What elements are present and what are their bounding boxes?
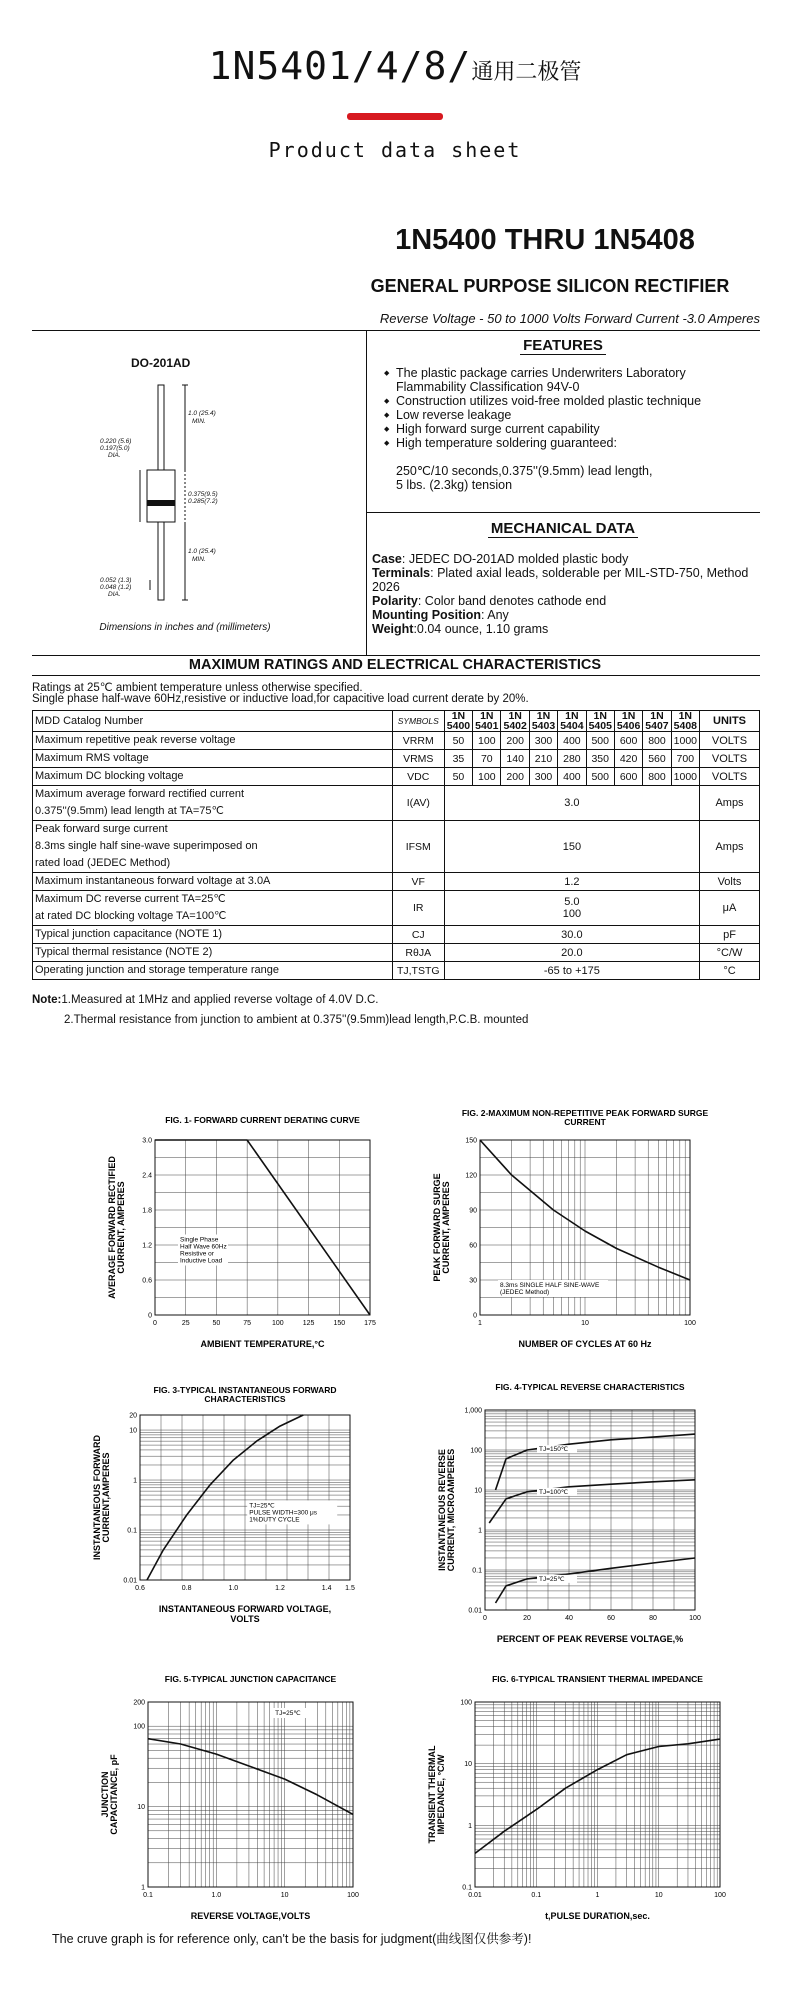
series-label: TJ=150℃ xyxy=(539,1446,569,1454)
y-tick-label: 1 xyxy=(478,1527,482,1535)
value-cell: 1000 xyxy=(671,732,699,750)
feature-item: ◆ Low reverse leakage xyxy=(384,408,759,422)
x-tick-label: 0 xyxy=(483,1615,487,1622)
footer-note: The cruve graph is for reference only, can't be the basis for judgment(曲线图仅供参考)! xyxy=(52,1932,532,1946)
y-tick-label: 10 xyxy=(464,1761,472,1769)
value-cell: 300 xyxy=(529,732,557,750)
y-tick-label: 60 xyxy=(469,1242,477,1250)
y-tick-label: 1.2 xyxy=(142,1242,152,1250)
x-tick-label: 10 xyxy=(581,1320,589,1327)
param-cell: Maximum instantaneous forward voltage at 3.0A xyxy=(33,873,393,891)
param-cell: Typical thermal resistance (NOTE 2) xyxy=(33,944,393,962)
value-span-cell: 3.0 xyxy=(444,786,699,821)
dim-text: MIN. xyxy=(192,556,206,563)
y-tick-label: 1.8 xyxy=(142,1207,152,1215)
value-cell: 100 xyxy=(473,768,501,786)
param-cell: Maximum DC blocking voltage xyxy=(33,768,393,786)
unit-cell: VOLTS xyxy=(700,732,760,750)
value-cell: 600 xyxy=(614,768,642,786)
value-cell: 500 xyxy=(586,732,614,750)
header-catalog: MDD Catalog Number xyxy=(33,711,393,732)
chart-fig-6 xyxy=(405,1662,740,1932)
features-list xyxy=(384,366,759,450)
x-tick-label: 175 xyxy=(364,1320,376,1327)
y-tick-label: 0 xyxy=(473,1312,477,1320)
symbol-cell: IFSM xyxy=(392,821,444,873)
x-tick-label: 0.6 xyxy=(135,1585,145,1592)
value-cell: 700 xyxy=(671,750,699,768)
value-span-cell: 1.2 xyxy=(444,873,699,891)
y-tick-label: 0.1 xyxy=(462,1884,472,1892)
x-axis-label: AMBIENT TEMPERATURE,°C xyxy=(200,1339,325,1349)
x-tick-label: 1.2 xyxy=(275,1585,285,1592)
ratings-table xyxy=(32,710,760,980)
y-tick-label: 20 xyxy=(129,1412,137,1420)
series-line xyxy=(147,1415,303,1580)
dim-text: 0.220 (5.6) xyxy=(100,438,132,445)
x-tick-label: 150 xyxy=(333,1320,346,1327)
chart-title: FIG. 3-TYPICAL INSTANTANEOUS FORWARD CHARACTERISTICS xyxy=(153,1385,337,1404)
y-tick-label: 100 xyxy=(133,1723,145,1731)
x-tick-label: 1.0 xyxy=(211,1892,222,1899)
x-tick-label: 60 xyxy=(607,1615,615,1622)
series-line xyxy=(496,1558,696,1603)
mech-item: Mounting Position: Any xyxy=(372,608,509,622)
x-tick-label: 1.5 xyxy=(345,1585,355,1592)
chart-title: FIG. 5-TYPICAL JUNCTION CAPACITANCE xyxy=(164,1674,337,1684)
dim-text: 1.0 (25.4) xyxy=(188,410,216,417)
value-cell: 50 xyxy=(444,768,472,786)
x-tick-label: 10 xyxy=(654,1892,663,1899)
x-tick-label: 100 xyxy=(347,1892,359,1899)
value-span-cell: -65 to +175 xyxy=(444,962,699,980)
mechanical-list xyxy=(372,552,762,636)
unit-cell: pF xyxy=(700,926,760,944)
title-cn: 通用二极管 xyxy=(471,60,582,85)
series-line xyxy=(489,1480,695,1523)
mech-item: Weight:0.04 ounce, 1.10 grams xyxy=(372,622,549,636)
dim-text: MIN. xyxy=(192,418,206,425)
y-tick-label: 90 xyxy=(469,1207,477,1215)
header-part: 1N 5403 xyxy=(529,711,557,732)
y-tick-label: 2.4 xyxy=(142,1172,152,1180)
x-tick-label: 75 xyxy=(243,1320,252,1327)
header-part: 1N 5408 xyxy=(671,711,699,732)
y-tick-label: 120 xyxy=(465,1172,477,1180)
symbol-cell: CJ xyxy=(392,926,444,944)
y-tick-label: 0.1 xyxy=(127,1527,137,1535)
header-part: 1N 5405 xyxy=(586,711,614,732)
series-label: TJ=25℃ xyxy=(539,1575,565,1583)
feature-item: ◆ High forward surge current capability xyxy=(384,422,759,436)
header-part: 1N 5407 xyxy=(643,711,671,732)
series-line xyxy=(148,1739,353,1815)
note-1: Note:1.Measured at 1MHz and applied reverse voltage of 4.0V D.C. xyxy=(32,994,379,1006)
dim-text: 0.285(7.2) xyxy=(188,498,218,505)
table-row xyxy=(33,873,760,891)
y-tick-label: 100 xyxy=(460,1699,472,1707)
table-row xyxy=(33,891,760,926)
divider xyxy=(32,330,760,331)
value-cell: 600 xyxy=(614,732,642,750)
header-part: 1N 5406 xyxy=(614,711,642,732)
table-row xyxy=(33,926,760,944)
mech-item: Terminals: Plated axial leads, solderable per MIL-STD-750, Method 2026 xyxy=(372,566,749,594)
x-tick-label: 1.0 xyxy=(228,1585,239,1592)
annotation-text: Half Wave 60Hz xyxy=(180,1243,227,1251)
x-tick-label: 0.1 xyxy=(143,1892,153,1899)
value-cell: 70 xyxy=(473,750,501,768)
dim-text: 0.048 (1.2) xyxy=(100,584,132,591)
annotation-text: (JEDEC Method) xyxy=(500,1289,550,1296)
symbol-cell: I(AV) xyxy=(392,786,444,821)
dim-text: DIA. xyxy=(108,452,121,459)
value-cell: 210 xyxy=(529,750,557,768)
divider xyxy=(32,675,760,676)
y-axis-label: TRANSIENT THERMALIMPEDANCE, °C/W xyxy=(427,1745,446,1844)
x-tick-label: 100 xyxy=(272,1320,284,1327)
package-caption: Dimensions in inches and (millimeters) xyxy=(99,622,271,633)
chart-fig-1 xyxy=(85,1100,390,1360)
table-row xyxy=(33,944,760,962)
title-main: 1N5401/4/8/ xyxy=(208,44,472,88)
value-cell: 1000 xyxy=(671,768,699,786)
x-tick-label: 25 xyxy=(181,1320,190,1327)
unit-cell: °C/W xyxy=(700,944,760,962)
y-tick-label: 0.01 xyxy=(123,1577,137,1585)
param-cell: Maximum RMS voltage xyxy=(33,750,393,768)
header-part: 1N 5404 xyxy=(558,711,586,732)
x-tick-label: 0.8 xyxy=(181,1585,192,1592)
y-tick-label: 0.6 xyxy=(142,1277,152,1285)
y-tick-label: 3.0 xyxy=(142,1137,152,1145)
table-row xyxy=(33,821,760,873)
table-header-row xyxy=(33,711,760,732)
mechanical-heading: MECHANICAL DATA xyxy=(366,520,760,537)
y-tick-label: 10 xyxy=(137,1804,145,1812)
value-cell: 140 xyxy=(501,750,529,768)
symbol-cell: VDC xyxy=(392,768,444,786)
value-cell: 35 xyxy=(444,750,472,768)
x-axis-label: PERCENT OF PEAK REVERSE VOLTAGE,% xyxy=(496,1634,684,1644)
unit-cell: μA xyxy=(700,891,760,926)
param-cell: Operating junction and storage temperature range xyxy=(33,962,393,980)
x-tick-label: 0.01 xyxy=(468,1892,482,1899)
y-axis-label: AVERAGE FORWARD RECTIFIEDCURRENT, AMPERES xyxy=(107,1156,126,1299)
table-row xyxy=(33,750,760,768)
chart-title: FIG. 1- FORWARD CURRENT DERATING CURVE xyxy=(165,1115,360,1125)
dim-text: DIA. xyxy=(108,591,121,598)
annotation-text: 8.3ms SINGLE HALF SINE-WAVE xyxy=(500,1282,600,1289)
table-row xyxy=(33,786,760,821)
document-title xyxy=(0,44,790,88)
value-span-cell: 5.0 100 xyxy=(444,891,699,926)
y-tick-label: 0 xyxy=(148,1312,152,1320)
x-tick-label: 0 xyxy=(153,1320,157,1327)
annotation-text: 1%DUTY CYCLE xyxy=(249,1516,300,1524)
annotation-text: PULSE WIDTH=300 μs xyxy=(249,1509,318,1517)
unit-cell: VOLTS xyxy=(700,750,760,768)
y-tick-label: 1 xyxy=(468,1822,472,1830)
chart-fig-4 xyxy=(415,1370,715,1655)
x-tick-label: 40 xyxy=(565,1615,573,1622)
x-tick-label: 80 xyxy=(649,1615,657,1622)
annotation-text: Inductive Load xyxy=(180,1257,223,1265)
feature-item: ◆ The plastic package carries Underwriters Laboratory Flammability Classification 94V-0 xyxy=(384,366,759,394)
y-axis-label: INSTANTANEOUS FORWARDCURRENT,AMPERES xyxy=(92,1435,111,1560)
lead-bottom xyxy=(158,522,164,600)
y-axis-label: JUNCTIONCAPACITANCE, pF xyxy=(100,1754,119,1835)
ratings-heading: MAXIMUM RATINGS AND ELECTRICAL CHARACTERISTICS xyxy=(188,657,602,673)
unit-cell: Amps xyxy=(700,786,760,821)
chart-title: FIG. 6-TYPICAL TRANSIENT THERMAL IMPEDANCE xyxy=(492,1674,703,1684)
accent-bar xyxy=(347,113,443,120)
value-cell: 560 xyxy=(643,750,671,768)
y-tick-label: 10 xyxy=(129,1427,137,1435)
value-cell: 50 xyxy=(444,732,472,750)
y-axis-label: PEAK FORWARD SURGECURRENT, AMPERES xyxy=(432,1173,451,1282)
x-axis-label: INSTANTANEOUS FORWARD VOLTAGE, VOLTS xyxy=(158,1604,332,1624)
unit-cell: Amps xyxy=(700,821,760,873)
symbol-cell: VRRM xyxy=(392,732,444,750)
symbol-cell: TJ,TSTG xyxy=(392,962,444,980)
x-tick-label: 125 xyxy=(302,1320,315,1327)
feature-extra: 250℃/10 seconds,0.375''(9.5mm) lead length, 5 lbs. (2.3kg) tension xyxy=(396,464,653,492)
annotation-text: TJ=25℃ xyxy=(275,1710,301,1717)
part-range: 1N5400 THRU 1N5408 xyxy=(395,224,695,256)
y-tick-label: 0.01 xyxy=(468,1607,482,1615)
value-cell: 300 xyxy=(529,768,557,786)
value-cell: 200 xyxy=(501,768,529,786)
divider xyxy=(32,655,760,656)
package-drawing xyxy=(100,375,230,615)
value-cell: 800 xyxy=(643,768,671,786)
dim-text: 0.375(9.5) xyxy=(188,491,218,498)
x-tick-label: 1 xyxy=(595,1892,600,1899)
header-units: UNITS xyxy=(700,711,760,732)
rating-line: Reverse Voltage - 50 to 1000 Volts Forward Current -3.0 Amperes xyxy=(379,311,760,326)
value-cell: 400 xyxy=(558,768,586,786)
param-cell: Maximum average forward rectified current 0.375''(9.5mm) lead length at TA=75℃ xyxy=(33,786,393,821)
x-tick-label: 100 xyxy=(684,1320,696,1327)
part-description: GENERAL PURPOSE SILICON RECTIFIER xyxy=(370,276,730,296)
x-tick-label: 10 xyxy=(280,1892,289,1899)
divider xyxy=(366,512,760,513)
header-part: 1N 5402 xyxy=(501,711,529,732)
value-cell: 100 xyxy=(473,732,501,750)
annotation-text: Single Phase xyxy=(180,1236,219,1244)
y-tick-label: 100 xyxy=(470,1447,482,1455)
x-tick-label: 1 xyxy=(478,1320,482,1327)
x-axis-label: REVERSE VOLTAGE,VOLTS xyxy=(190,1911,311,1921)
note-2: 2.Thermal resistance from junction to ambient at 0.375''(9.5mm)lead length,P.C.B. mounted xyxy=(64,1014,529,1026)
unit-cell: °C xyxy=(700,962,760,980)
subtitle: Product data sheet xyxy=(268,138,522,162)
param-cell: Maximum DC reverse current TA=25℃ at rated DC blocking voltage TA=100℃ xyxy=(33,891,393,926)
header-part: 1N 5400 xyxy=(444,711,472,732)
value-cell: 420 xyxy=(614,750,642,768)
table-row xyxy=(33,768,760,786)
dim-text: 1.0 (25.4) xyxy=(188,548,216,555)
y-tick-label: 1 xyxy=(133,1477,137,1485)
chart-title: FIG. 2-MAXIMUM NON-REPETITIVE PEAK FORWARD SURGE CURRENT xyxy=(461,1108,709,1127)
symbol-cell: RθJA xyxy=(392,944,444,962)
symbol-cell: VF xyxy=(392,873,444,891)
value-cell: 200 xyxy=(501,732,529,750)
features-heading: FEATURES xyxy=(366,337,760,354)
chart-fig-3 xyxy=(70,1375,370,1625)
value-cell: 800 xyxy=(643,732,671,750)
y-axis-label: INSTANTANEOUS REVERSECURRENT, MICROAMPERES xyxy=(437,1448,456,1572)
mech-item: Case: JEDEC DO-201AD molded plastic body xyxy=(372,552,629,566)
x-tick-label: 20 xyxy=(523,1615,531,1622)
chart-fig-2 xyxy=(410,1100,710,1360)
divider xyxy=(366,330,367,656)
condition-2: Single phase half-wave 60Hz,resistive or inductive load,for capacitive load current derate by 20%. xyxy=(32,693,529,705)
series-label: TJ=100℃ xyxy=(539,1488,569,1496)
value-cell: 350 xyxy=(586,750,614,768)
symbol-cell: IR xyxy=(392,891,444,926)
value-span-cell: 150 xyxy=(444,821,699,873)
chart-fig-5 xyxy=(78,1662,373,1932)
mech-item: Polarity: Color band denotes cathode end xyxy=(372,594,607,608)
y-tick-label: 1,000 xyxy=(464,1407,482,1415)
table-row xyxy=(33,962,760,980)
feature-item: ◆ Construction utilizes void-free molded plastic technique xyxy=(384,394,759,408)
annotation-text: Resistive or xyxy=(180,1250,214,1258)
value-span-cell: 30.0 xyxy=(444,926,699,944)
condition-1: Ratings at 25℃ ambient temperature unless otherwise specified. xyxy=(32,682,363,694)
body xyxy=(147,470,175,522)
x-tick-label: 100 xyxy=(714,1892,726,1899)
y-tick-label: 0.1 xyxy=(472,1567,482,1575)
value-span-cell: 20.0 xyxy=(444,944,699,962)
param-cell: Peak forward surge current 8.3ms single half sine-wave superimposed on rated load (JEDEC Method) xyxy=(33,821,393,873)
package-label: DO-201AD xyxy=(131,356,191,370)
header-symbols: SYMBOLS xyxy=(392,711,444,732)
y-tick-label: 10 xyxy=(474,1487,482,1495)
y-tick-label: 1 xyxy=(141,1884,145,1892)
x-tick-label: 0.1 xyxy=(531,1892,542,1899)
unit-cell: Volts xyxy=(700,873,760,891)
value-cell: 400 xyxy=(558,732,586,750)
value-cell: 500 xyxy=(586,768,614,786)
x-axis-label: t,PULSE DURATION,sec. xyxy=(545,1911,650,1921)
cathode-band xyxy=(147,500,175,506)
feature-item: ◆ High temperature soldering guaranteed: xyxy=(384,436,759,450)
symbol-cell: VRMS xyxy=(392,750,444,768)
value-cell: 280 xyxy=(558,750,586,768)
lead-top xyxy=(158,385,164,470)
y-tick-label: 30 xyxy=(469,1277,477,1285)
dim-text: 0.197(5.0) xyxy=(100,445,130,452)
x-axis-label: NUMBER OF CYCLES AT 60 Hz xyxy=(518,1339,652,1349)
annotation-text: TJ=25℃ xyxy=(249,1502,275,1510)
x-tick-label: 1.4 xyxy=(321,1585,332,1592)
table-row xyxy=(33,732,760,750)
x-tick-label: 100 xyxy=(689,1615,701,1622)
header-part: 1N 5401 xyxy=(473,711,501,732)
dim-text: 0.052 (1.3) xyxy=(100,577,132,584)
param-cell: Maximum repetitive peak reverse voltage xyxy=(33,732,393,750)
unit-cell: VOLTS xyxy=(700,768,760,786)
y-tick-label: 200 xyxy=(133,1699,145,1707)
chart-title: FIG. 4-TYPICAL REVERSE CHARACTERISTICS xyxy=(495,1382,685,1392)
x-tick-label: 50 xyxy=(212,1320,221,1327)
param-cell: Typical junction capacitance (NOTE 1) xyxy=(33,926,393,944)
y-tick-label: 150 xyxy=(465,1137,477,1145)
